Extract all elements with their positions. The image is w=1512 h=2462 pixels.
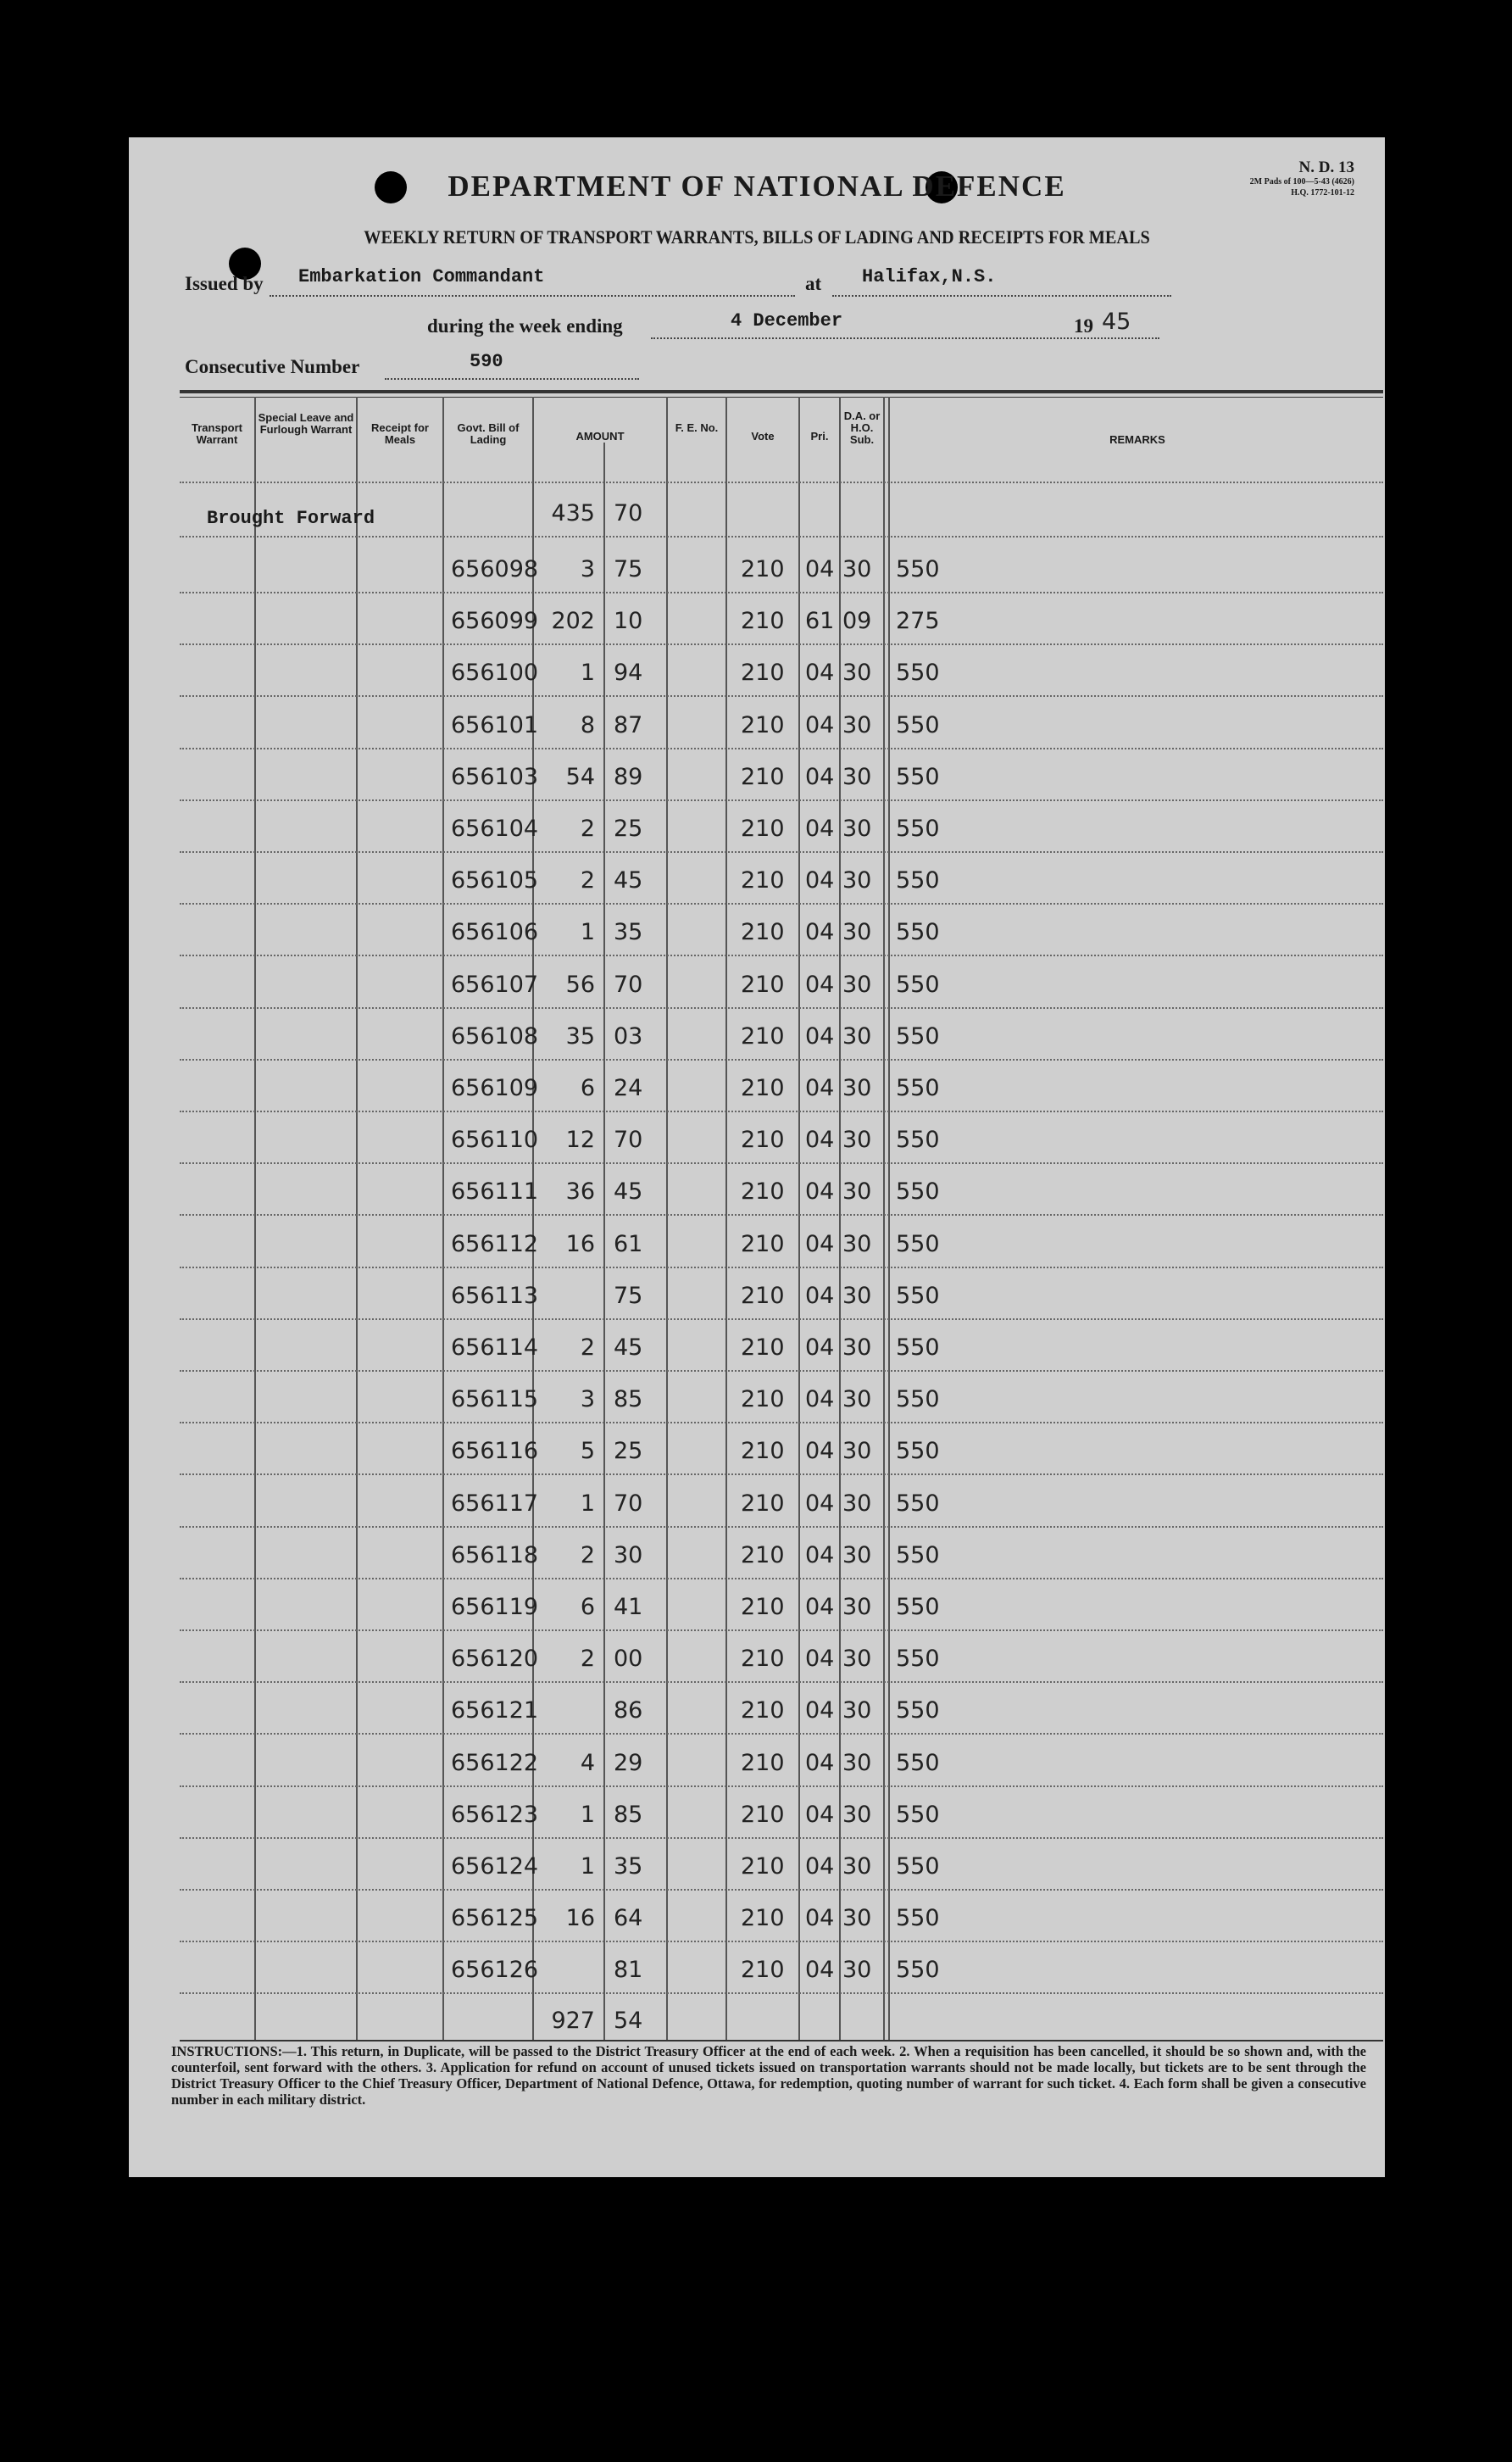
consecutive-label: Consecutive Number (185, 356, 360, 377)
row-remarks: 550 (896, 660, 940, 686)
row-govt-bill: 656107 (451, 972, 539, 998)
row-govt-bill: 656118 (451, 1542, 539, 1568)
row-dollars: 8 (580, 712, 595, 738)
row-govt-bill: 656124 (451, 1853, 539, 1880)
row-da: 30 (842, 1178, 872, 1205)
row-da: 09 (842, 608, 872, 634)
row-line (180, 1785, 1383, 1787)
col-header-remarks: REMARKS (1109, 433, 1165, 446)
row-dollars: 36 (565, 1178, 595, 1205)
form-code-hq: H.Q. 1772-101-12 (1291, 188, 1354, 198)
row-line (180, 799, 1383, 801)
row-vote: 210 (741, 1957, 785, 1983)
row-cents: 89 (614, 764, 643, 790)
row-govt-bill: 656117 (451, 1490, 539, 1517)
row-cents: 30 (614, 1542, 643, 1568)
year-prefix: 19 (1074, 315, 1093, 337)
row-cents: 81 (614, 1957, 643, 1983)
row-line (180, 1681, 1383, 1683)
row-govt-bill: 656099 (451, 608, 539, 634)
week-value: 4 December (731, 310, 843, 331)
row-vote: 210 (741, 1646, 785, 1672)
row-govt-bill: 656105 (451, 867, 539, 894)
row-cents: 41 (614, 1594, 643, 1620)
row-remarks: 275 (896, 608, 940, 634)
row-cents: 75 (614, 556, 643, 582)
row-remarks: 550 (896, 816, 940, 842)
row-line (180, 695, 1383, 697)
row-govt-bill: 656108 (451, 1023, 539, 1050)
row-vote: 210 (741, 1853, 785, 1880)
row-govt-bill: 656119 (451, 1594, 539, 1620)
row-cents: 03 (614, 1023, 643, 1050)
row-line (180, 1318, 1383, 1320)
row-dollars: 54 (565, 764, 595, 790)
row-pri: 04 (805, 972, 835, 998)
row-pri: 04 (805, 1542, 835, 1568)
row-cents: 94 (614, 660, 643, 686)
row-pri: 04 (805, 1075, 835, 1101)
row-vote: 210 (741, 1334, 785, 1361)
row-dollars: 6 (580, 1075, 595, 1101)
row-da: 30 (842, 764, 872, 790)
row-pri: 04 (805, 556, 835, 582)
row-govt-bill: 656101 (451, 712, 539, 738)
row-dollars: 1 (580, 1853, 595, 1880)
location-value: Halifax,N.S. (862, 266, 997, 287)
row-da: 30 (842, 919, 872, 945)
row-remarks: 550 (896, 1594, 940, 1620)
row-line (180, 955, 1383, 956)
row-cents: 70 (614, 1490, 643, 1517)
row-dollars: 202 (551, 608, 595, 634)
row-pri: 04 (805, 1023, 835, 1050)
row-govt-bill: 656111 (451, 1178, 539, 1205)
row-remarks: 550 (896, 1438, 940, 1464)
row-line (180, 1370, 1383, 1372)
row-line (180, 903, 1383, 905)
row-da: 30 (842, 712, 872, 738)
row-govt-bill: 656120 (451, 1646, 539, 1672)
col-header-fe: F. E. No. (675, 421, 719, 434)
row-da: 30 (842, 556, 872, 582)
consecutive-value: 590 (470, 351, 503, 372)
row-dollars: 12 (565, 1127, 595, 1153)
row-line (180, 592, 1383, 593)
row-line (180, 1162, 1383, 1164)
row-vote: 210 (741, 1594, 785, 1620)
total-dollars: 927 (551, 2008, 595, 2034)
row-remarks: 550 (896, 712, 940, 738)
row-govt-bill: 656114 (451, 1334, 539, 1361)
row-da: 30 (842, 1646, 872, 1672)
row-pri: 04 (805, 816, 835, 842)
row-cents: 86 (614, 1697, 643, 1724)
row-da: 30 (842, 1127, 872, 1153)
col-divider (603, 443, 605, 2041)
col-header-da: D.A. or H.O. Sub. (843, 409, 881, 446)
row-remarks: 550 (896, 1802, 940, 1828)
row-line (180, 1889, 1383, 1891)
row-dollars: 1 (580, 1802, 595, 1828)
row-cents: 61 (614, 1231, 643, 1257)
row-line (180, 1526, 1383, 1528)
row-pri: 04 (805, 1957, 835, 1983)
row-dollars: 35 (565, 1023, 595, 1050)
form-title: DEPARTMENT OF NATIONAL DEFENCE (447, 170, 1066, 203)
row-da: 30 (842, 1697, 872, 1724)
row-vote: 210 (741, 1802, 785, 1828)
row-remarks: 550 (896, 1646, 940, 1672)
row-cents: 45 (614, 1334, 643, 1361)
row-remarks: 550 (896, 1490, 940, 1517)
row-govt-bill: 656121 (451, 1697, 539, 1724)
col-header-amount: AMOUNT (575, 430, 625, 443)
row-vote: 210 (741, 1127, 785, 1153)
row-govt-bill: 656113 (451, 1283, 539, 1309)
row-remarks: 550 (896, 1386, 940, 1412)
row-da: 30 (842, 1231, 872, 1257)
row-da: 30 (842, 1386, 872, 1412)
col-header-receipt: Receipt for Meals (371, 421, 429, 446)
row-line (180, 748, 1383, 749)
row-line (180, 1059, 1383, 1061)
total-cents: 54 (614, 2008, 643, 2034)
row-da: 30 (842, 1075, 872, 1101)
row-da: 30 (842, 1853, 872, 1880)
row-da: 30 (842, 816, 872, 842)
row-cents: 35 (614, 919, 643, 945)
row-govt-bill: 656112 (451, 1231, 539, 1257)
footer-rule (180, 2040, 1383, 2041)
row-da: 30 (842, 1542, 872, 1568)
row-line (180, 1941, 1383, 1942)
row-pri: 04 (805, 1438, 835, 1464)
row-dollars: 5 (580, 1438, 595, 1464)
row-remarks: 550 (896, 1023, 940, 1050)
row-vote: 210 (741, 816, 785, 842)
row-vote: 210 (741, 1283, 785, 1309)
week-label: during the week ending (427, 315, 623, 337)
row-da: 30 (842, 1334, 872, 1361)
row-pri: 04 (805, 660, 835, 686)
row-cents: 10 (614, 608, 643, 634)
row-vote: 210 (741, 1178, 785, 1205)
row-cents: 64 (614, 1905, 643, 1931)
row-remarks: 550 (896, 1957, 940, 1983)
row-pri: 04 (805, 1802, 835, 1828)
row-govt-bill: 656109 (451, 1075, 539, 1101)
row-line (180, 1422, 1383, 1423)
row-pri: 04 (805, 1334, 835, 1361)
row-govt-bill: 656126 (451, 1957, 539, 1983)
row-govt-bill: 656122 (451, 1750, 539, 1776)
row-remarks: 550 (896, 1853, 940, 1880)
row-pri: 04 (805, 1697, 835, 1724)
row-dollars: 2 (580, 816, 595, 842)
col-header-vote: Vote (751, 430, 775, 443)
row-line (180, 851, 1383, 853)
row-dollars: 3 (580, 1386, 595, 1412)
form-subtitle: WEEKLY RETURN OF TRANSPORT WARRANTS, BILLS OF LADING AND RECEIPTS FOR MEALS (364, 226, 1150, 248)
row-vote: 210 (741, 1231, 785, 1257)
row-da: 30 (842, 867, 872, 894)
row-cents: 70 (614, 972, 643, 998)
row-dollars: 2 (580, 867, 595, 894)
row-pri: 04 (805, 1853, 835, 1880)
brought-forward-dollars: 435 (551, 500, 595, 526)
row-govt-bill: 656100 (451, 660, 539, 686)
row-dollars: 6 (580, 1594, 595, 1620)
col-header-transport: Transport Warrant (192, 421, 242, 446)
row-line (180, 1733, 1383, 1735)
row-vote: 210 (741, 1438, 785, 1464)
row-pri: 04 (805, 712, 835, 738)
row-line (180, 643, 1383, 645)
instructions-text: INSTRUCTIONS:—1. This return, in Duplicate, will be passed to the District Treasury Officer at the end of each week. 2. When a requisition has been cancelled, it should be so shown and, with the counterfoil, sent forward with the others. 3. Application for refund on account of unused tickets issued on transportation warrants should not be made locally, but tickets are to be sent through the District Treasury Officer to the Chief Treasury Officer, Department of National Defence, Ottawa, for redemption, quoting number of warrant for such ticket. 4. Each form shall be given a consecutive number in each military district. (171, 2043, 1366, 2108)
row-govt-bill: 656110 (451, 1127, 539, 1153)
row-pri: 04 (805, 1646, 835, 1672)
row-vote: 210 (741, 1023, 785, 1050)
row-dollars: 2 (580, 1334, 595, 1361)
row-dollars: 4 (580, 1750, 595, 1776)
row-pri: 04 (805, 1905, 835, 1931)
row-cents: 25 (614, 816, 643, 842)
row-remarks: 550 (896, 1178, 940, 1205)
row-govt-bill: 656115 (451, 1386, 539, 1412)
row-cents: 24 (614, 1075, 643, 1101)
row-remarks: 550 (896, 1231, 940, 1257)
row-remarks: 550 (896, 867, 940, 894)
row-remarks: 550 (896, 972, 940, 998)
row-da: 30 (842, 1023, 872, 1050)
header-rule-thin (180, 397, 1383, 398)
row-line (180, 536, 1383, 538)
row-remarks: 550 (896, 556, 940, 582)
row-remarks: 550 (896, 1697, 940, 1724)
row-pri: 04 (805, 1490, 835, 1517)
brought-forward-cents: 70 (614, 500, 643, 526)
row-da: 30 (842, 1905, 872, 1931)
row-da: 30 (842, 972, 872, 998)
row-da: 30 (842, 1283, 872, 1309)
row-dollars: 16 (565, 1231, 595, 1257)
row-pri: 04 (805, 1178, 835, 1205)
row-cents: 00 (614, 1646, 643, 1672)
row-vote: 210 (741, 1075, 785, 1101)
row-cents: 35 (614, 1853, 643, 1880)
row-vote: 210 (741, 1697, 785, 1724)
row-line (180, 1629, 1383, 1631)
row-line (180, 1111, 1383, 1112)
row-dollars: 56 (565, 972, 595, 998)
col-header-govt: Govt. Bill of Lading (457, 421, 520, 446)
row-pri: 04 (805, 1127, 835, 1153)
row-vote: 210 (741, 608, 785, 634)
row-dollars: 1 (580, 660, 595, 686)
row-da: 30 (842, 660, 872, 686)
row-govt-bill: 656123 (451, 1802, 539, 1828)
row-da: 30 (842, 1957, 872, 1983)
form-code-pads: 2M Pads of 100—5-43 (4626) (1249, 177, 1354, 187)
row-cents: 29 (614, 1750, 643, 1776)
form-sheet (129, 137, 1385, 2177)
row-pri: 61 (805, 608, 835, 634)
row-vote: 210 (741, 1750, 785, 1776)
row-govt-bill: 656125 (451, 1905, 539, 1931)
row-cents: 87 (614, 712, 643, 738)
row-remarks: 550 (896, 1750, 940, 1776)
row-line (180, 1837, 1383, 1839)
row-pri: 04 (805, 867, 835, 894)
year-suffix: 45 (1102, 309, 1131, 335)
row-pri: 04 (805, 919, 835, 945)
row-pri: 04 (805, 764, 835, 790)
row-pri: 04 (805, 1594, 835, 1620)
row-cents: 25 (614, 1438, 643, 1464)
row-vote: 210 (741, 660, 785, 686)
row-vote: 210 (741, 867, 785, 894)
row-dollars: 1 (580, 919, 595, 945)
location-line (832, 295, 1171, 297)
consecutive-line (385, 378, 639, 380)
row-remarks: 550 (896, 1127, 940, 1153)
row-remarks: 550 (896, 1905, 940, 1931)
row-vote: 210 (741, 919, 785, 945)
row-da: 30 (842, 1594, 872, 1620)
issued-by-label: Issued by (185, 273, 264, 294)
row-da: 30 (842, 1438, 872, 1464)
row-line (180, 1578, 1383, 1579)
row-pri: 04 (805, 1283, 835, 1309)
row-govt-bill: 656104 (451, 816, 539, 842)
row-remarks: 550 (896, 919, 940, 945)
row-cents: 70 (614, 1127, 643, 1153)
row-line (180, 1214, 1383, 1216)
row-remarks: 550 (896, 764, 940, 790)
row-pri: 04 (805, 1386, 835, 1412)
col-header-special: Special Leave and Furlough Warrant (258, 411, 354, 436)
week-line (651, 337, 1159, 339)
row-remarks: 550 (896, 1334, 940, 1361)
form-code-number: N. D. 13 (1298, 159, 1354, 176)
header-rule (180, 390, 1383, 393)
row-govt-bill: 656098 (451, 556, 539, 582)
row-dollars: 3 (580, 556, 595, 582)
row-line (180, 1007, 1383, 1009)
row-cents: 85 (614, 1802, 643, 1828)
row-govt-bill: 656106 (451, 919, 539, 945)
row-dollars: 1 (580, 1490, 595, 1517)
row-line (180, 1267, 1383, 1268)
row-dollars: 2 (580, 1542, 595, 1568)
row-dollars: 16 (565, 1905, 595, 1931)
row-line (180, 1473, 1383, 1475)
row-da: 30 (842, 1490, 872, 1517)
row-vote: 210 (741, 1905, 785, 1931)
row-vote: 210 (741, 1542, 785, 1568)
row-remarks: 550 (896, 1075, 940, 1101)
row-cents: 45 (614, 867, 643, 894)
row-da: 30 (842, 1802, 872, 1828)
row-vote: 210 (741, 1386, 785, 1412)
row-vote: 210 (741, 972, 785, 998)
row-vote: 210 (741, 556, 785, 582)
col-header-pri: Pri. (810, 430, 829, 443)
row-cents: 75 (614, 1283, 643, 1309)
row-cents: 85 (614, 1386, 643, 1412)
issued-by-value: Embarkation Commandant (298, 266, 545, 287)
row-remarks: 550 (896, 1542, 940, 1568)
row-da: 30 (842, 1750, 872, 1776)
brought-forward-label: Brought Forward (207, 508, 375, 529)
row-cents: 45 (614, 1178, 643, 1205)
row-govt-bill: 656116 (451, 1438, 539, 1464)
row-govt-bill: 656103 (451, 764, 539, 790)
row-vote: 210 (741, 764, 785, 790)
row-remarks: 550 (896, 1283, 940, 1309)
row-line (180, 1992, 1383, 1994)
row-vote: 210 (741, 712, 785, 738)
row-dollars: 2 (580, 1646, 595, 1672)
location-label: at (805, 273, 822, 294)
row-vote: 210 (741, 1490, 785, 1517)
row-pri: 04 (805, 1231, 835, 1257)
header-bottom-line (180, 482, 1383, 483)
issued-by-line (270, 295, 795, 297)
row-pri: 04 (805, 1750, 835, 1776)
